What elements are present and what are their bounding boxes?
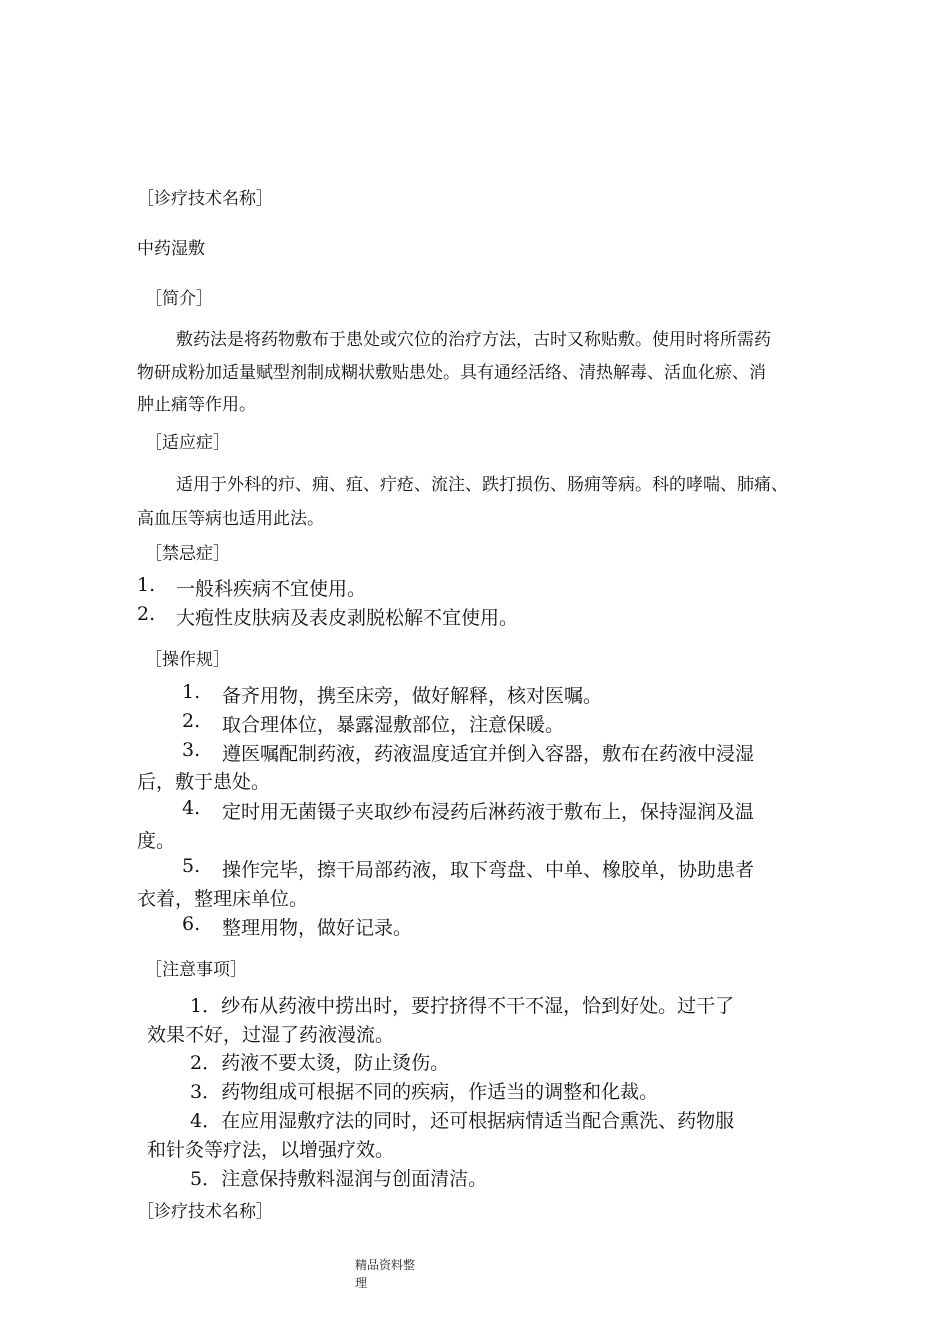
contraindication-text-1: 一般科疾病不宜使用。 [176,578,367,600]
precaution-line-4-cont: 和针灸等疗法，以增强疗效。 [147,1139,395,1161]
heading-technique-name-bottom: ［诊疗技术名称］ [137,1202,273,1222]
indications-line-1: 适用于外科的疖、痈、疽、疔疮、流注、跌打损伤、肠痈等病。科的哮喘、肺痛、 [176,475,788,495]
procedure-num-5: 5. [182,855,201,877]
heading-technique-name-top: ［诊疗技术名称］ [137,189,273,209]
indications-heading: ［适应症］ [145,433,230,453]
technique-name: 中药湿敷 [137,239,205,259]
procedure-text-2: 取合理体位，暴露湿敷部位，注意保暖。 [222,714,565,736]
precaution-line-1-cont: 效果不好，过湿了药液漫流。 [147,1024,395,1046]
procedure-num-6: 6. [182,913,201,935]
indications-line-2: 高血压等病也适用此法。 [137,509,324,529]
precaution-line-4: 4．在应用湿敷疗法的同时，还可根据病情适当配合熏洗、药物服 [190,1110,735,1132]
procedure-text-4-cont: 度。 [137,830,176,852]
intro-line-2: 物研成粉加适量赋型剂制成糊状敷贴患处。具有通经活络、清热解毒、活血化瘀、消 [137,363,766,383]
procedure-text-6: 整理用物，做好记录。 [222,917,413,939]
procedure-text-3-cont: 后，敷于患处。 [137,771,271,793]
procedure-num-3: 3. [182,739,201,761]
procedure-num-1: 1. [182,681,201,703]
procedure-num-2: 2. [182,710,201,732]
precaution-line-5: 5．注意保持敷料湿润与创面清洁。 [190,1168,488,1190]
contraindications-heading: ［禁忌症］ [145,544,230,564]
precaution-line-1: 1．纱布从药液中捞出时，要拧挤得不干不湿，恰到好处。过干了 [190,995,735,1017]
footer-line-1: 精品资料整 [355,1258,416,1272]
procedure-text-4: 定时用无菌镊子夹取纱布浸药后淋药液于敷布上，保持湿润及温 [222,801,755,823]
precautions-heading: ［注意事项］ [145,960,247,980]
intro-line-1: 敷药法是将药物敷布于患处或穴位的治疗方法，古时又称贴敷。使用时将所需药 [176,330,771,350]
procedure-text-1: 备齐用物，携至床旁，做好解释，核对医嘱。 [222,685,603,707]
procedure-text-5-cont: 衣着，整理床单位。 [137,888,309,910]
contraindication-text-2: 大疱性皮肤病及表皮剥脱松解不宜使用。 [176,607,519,629]
intro-heading: ［简介］ [145,289,213,309]
procedure-text-3: 遵医嘱配制药液，药液温度适宜并倒入容器，敷布在药液中浸湿 [222,743,755,765]
intro-line-3: 肿止痛等作用。 [137,395,256,415]
contraindication-num-2: 2. [137,603,156,625]
procedure-num-4: 4. [182,797,201,819]
procedure-heading: ［操作规］ [145,650,230,670]
footer-line-2: 理 [355,1276,368,1290]
contraindication-num-1: 1. [137,574,156,596]
precaution-line-3: 3．药物组成可根据不同的疾病，作适当的调整和化裁。 [190,1081,659,1103]
precaution-line-2: 2．药液不要太烫，防止烫伤。 [190,1052,450,1074]
procedure-text-5: 操作完毕，擦干局部药液，取下弯盘、中单、橡胶单，协助患者 [222,859,755,881]
